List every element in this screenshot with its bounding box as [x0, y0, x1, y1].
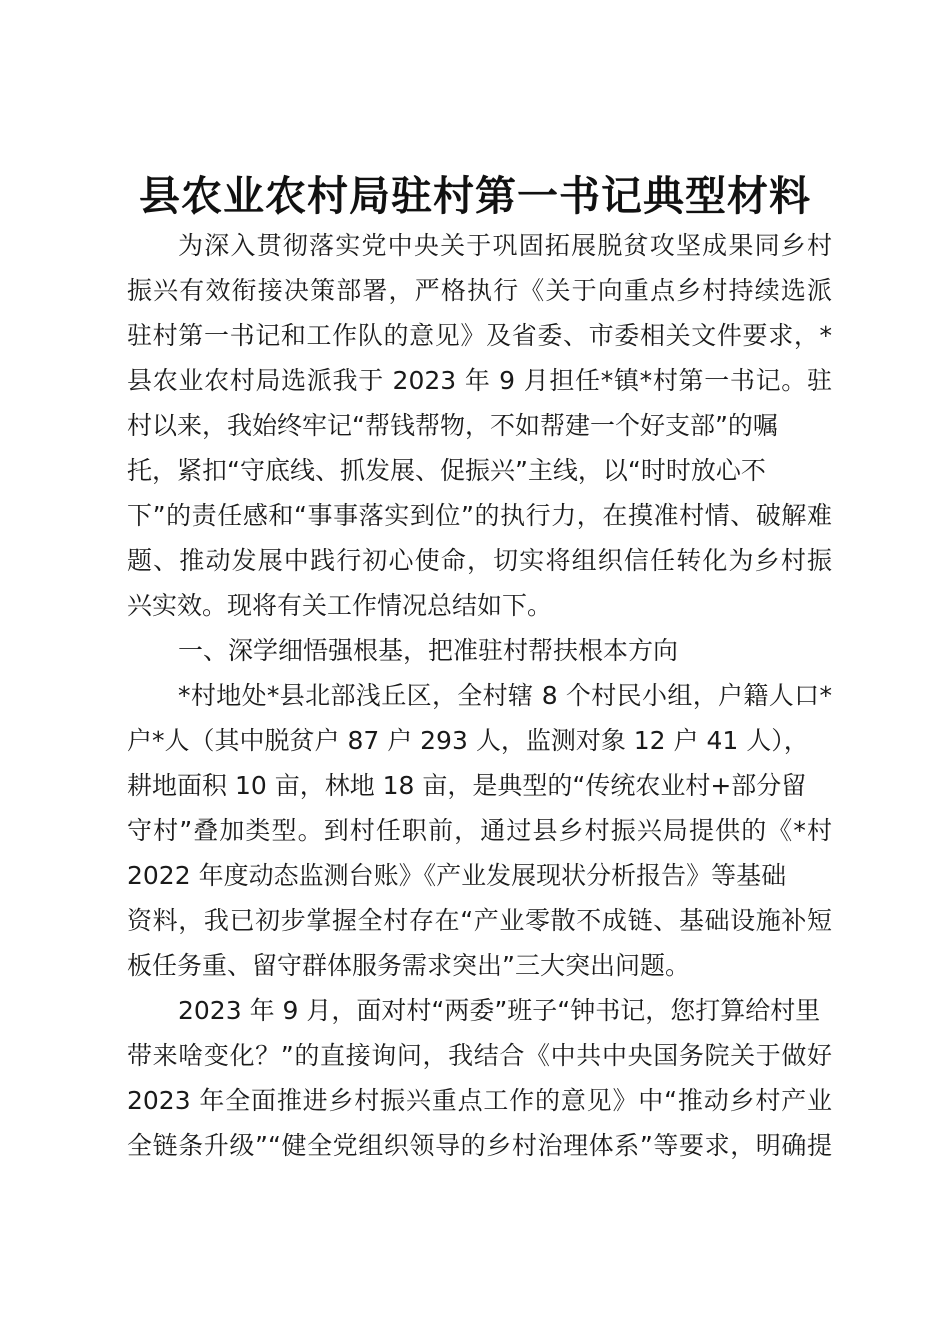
paragraph-2-line-2: 户*人（其中脱贫户 87 户 293 人，监测对象 12 户 41 人），: [127, 726, 809, 755]
paragraph-3-line-1: 2023 年 9 月，面对村“两委”班子“钟书记，您打算给村里: [178, 996, 821, 1025]
paragraph-1-line-9: 兴实效。现将有关工作情况总结如下。: [127, 591, 553, 620]
paragraph-1-line-1: 为深入贯彻落实党中央关于巩固拓展脱贫攻坚成果同乡村: [178, 231, 832, 260]
paragraph-1-line-6: 托，紧扣“守底线、抓发展、促振兴”主线，以“时时放心不: [127, 456, 766, 485]
paragraph-2-line-6: 资料，我已初步掌握全村存在“产业零散不成链、基础设施补短: [127, 906, 832, 935]
paragraph-3-line-2: 带来啥变化？”的直接询问，我结合《中共中央国务院关于做好: [127, 1041, 832, 1070]
document-title: 县农业农村局驻村第一书记典型材料: [139, 172, 811, 220]
paragraph-2-line-7: 板任务重、留守群体服务需求突出”三大突出问题。: [127, 951, 690, 980]
paragraph-3-line-4: 全链条升级”“健全党组织领导的乡村治理体系”等要求，明确提: [127, 1131, 832, 1160]
paragraph-1-line-2: 振兴有效衔接决策部署，严格执行《关于向重点乡村持续选派: [127, 276, 832, 305]
paragraph-2-line-5: 2022 年度动态监测台账》《产业发展现状分析报告》等基础: [127, 861, 787, 890]
paragraph-1-line-4: 县农业农村局选派我于 2023 年 9 月担任*镇*村第一书记。驻: [127, 366, 832, 395]
paragraph-1-line-3: 驻村第一书记和工作队的意见》及省委、市委相关文件要求，*: [127, 321, 832, 350]
paragraph-1-line-5: 村以来，我始终牢记“帮钱帮物，不如帮建一个好支部”的嘱: [127, 411, 778, 440]
paragraph-2-line-4: 守村”叠加类型。到村任职前，通过县乡村振兴局提供的《*村: [127, 816, 832, 845]
paragraph-3-line-3: 2023 年全面推进乡村振兴重点工作的意见》中“推动乡村产业: [127, 1086, 832, 1115]
paragraph-2-line-1: *村地处*县北部浅丘区，全村辖 8 个村民小组，户籍人口*: [178, 681, 832, 710]
paragraph-1-line-7: 下”的责任感和“事事落实到位”的执行力，在摸准村情、破解难: [127, 501, 832, 530]
section-heading-1: 一、深学细悟强根基，把准驻村帮扶根本方向: [178, 636, 679, 665]
paragraph-2-line-3: 耕地面积 10 亩，林地 18 亩，是典型的“传统农业村+部分留: [127, 771, 807, 800]
paragraph-1-line-8: 题、推动发展中践行初心使命，切实将组织信任转化为乡村振: [127, 546, 832, 575]
